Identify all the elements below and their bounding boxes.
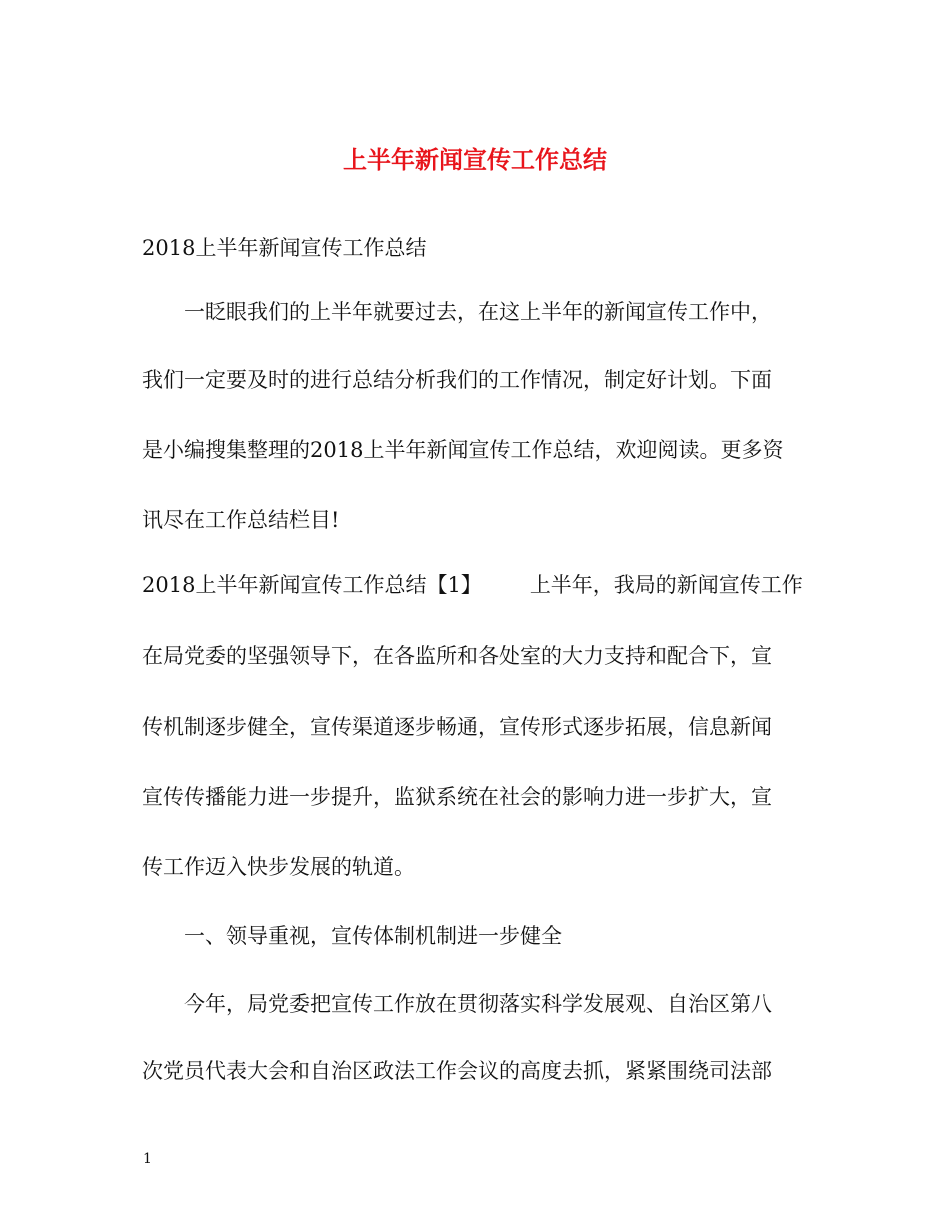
document-title: 上半年新闻宣传工作总结 [343, 145, 607, 174]
paragraph-line: 讯尽在工作总结栏目! [142, 508, 340, 532]
section-heading: 2018上半年新闻宣传工作总结【1】 [142, 573, 482, 597]
paragraph-line: 一眨眼我们的上半年就要过去，在这上半年的新闻宣传工作中， [184, 300, 772, 324]
paragraph-line: 在局党委的坚强领导下，在各监所和各处室的大力支持和配合下，宣 [142, 644, 772, 668]
paragraph-line: 次党员代表大会和自治区政法工作会议的高度去抓，紧紧围绕司法部 [142, 1059, 772, 1083]
section-heading-line [142, 570, 822, 600]
paragraph-line: 我们一定要及时的进行总结分析我们的工作情况，制定好计划。下面 [142, 368, 772, 392]
subtitle-line: 2018上半年新闻宣传工作总结 [142, 236, 427, 260]
paragraph-line: 传机制逐步健全，宣传渠道逐步畅通，宣传形式逐步拓展，信息新闻 [142, 715, 772, 739]
paragraph-line: 宣传传播能力进一步提升，监狱系统在社会的影响力进一步扩大，宣 [142, 785, 772, 809]
paragraph-line: 传工作迈入快步发展的轨道。 [142, 855, 415, 879]
paragraph-line: 是小编搜集整理的2018上半年新闻宣传工作总结，欢迎阅读。更多资 [142, 438, 784, 462]
paragraph-line: 今年，局党委把宣传工作放在贯彻落实科学发展观、自治区第八 [184, 992, 772, 1016]
paragraph-start: 上半年，我局的新闻宣传工作 [529, 573, 803, 597]
section-title: 一、领导重视，宣传体制机制进一步健全 [184, 924, 562, 948]
page-number: 1 [143, 1151, 152, 1167]
